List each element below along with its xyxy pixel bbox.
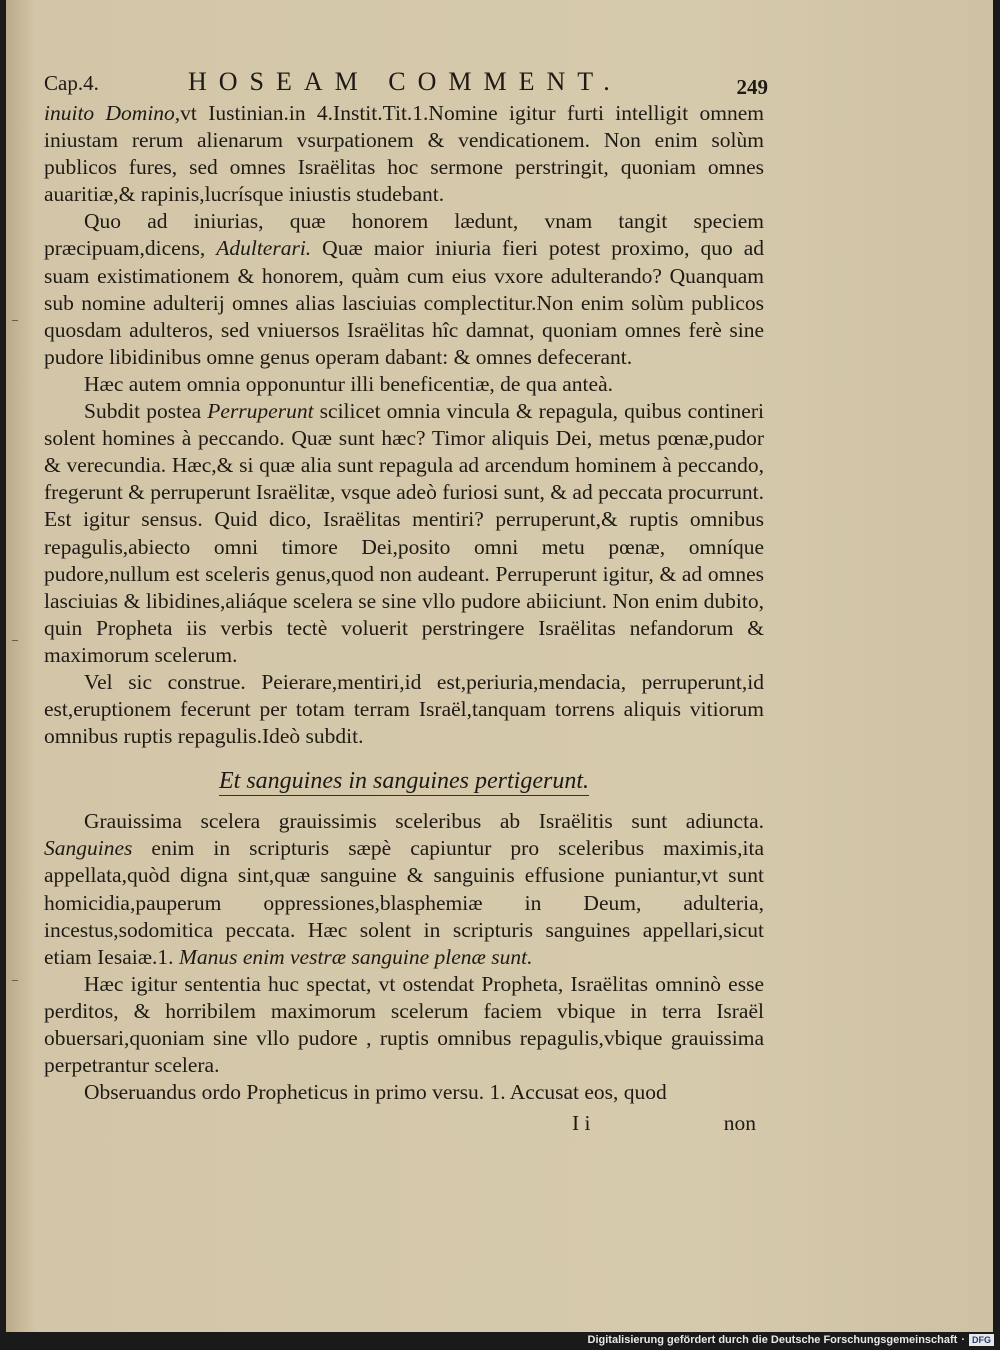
paragraph — [44, 1079, 764, 1106]
text-run: Hæc autem omnia opponuntur illi beneficentiæ, de qua anteà. — [84, 371, 613, 396]
italic-run: inuito Domino, — [44, 101, 181, 125]
italic-run: Manus enim vestræ sanguine plenæ sunt. — [178, 944, 533, 969]
footer-credit: Digitalisierung gefördert durch die Deutsche Forschungsgemeinschaft — [587, 1334, 958, 1346]
text-run: Subdit postea — [84, 399, 208, 424]
text-run: scilicet omnia vincula & repagula, quibus contineri solent homines à peccando. Quæ sunt hæc? Timor aliquis Dei, metus pœnæ,pudor & verecundia. Hæc,& si quæ alia sunt repagula ad arcendum hominem à peccando, fregerunt & perruperunt Israëlitæ, vsque adeò furiosi sunt, & ad peccata procurrunt. Est igitur sensus. Quid dico, Israëlitas mentiri? perruperunt,& ruptis omnibus repagulis,abiecto omni timore Dei,posito omni metu pœnæ, omníque pudore,nullum est sceleris genus,quod non audeant. Perruperunt igitur, & ad omnes lasciuias & libidines,aliáque scelera se sine vllo pudore abiiciunt. Non enim dubito, quin Propheta iis verbis tectè voluerit perstringere Israëlitas nefandorum & maximorum scelerum. — [44, 399, 764, 667]
text-run: enim in scripturis sæpè capiuntur pro sceleribus maximis,ita appellata,quòd digna sint,quæ sanguine & sanguinis effusione puniantur,vt sunt homicidia,pauperum oppressiones,blasphemiæ in Deum, adulteria, incestus,sodomitica peccata. Hæc solent in scripturis sanguines appellari,sicut etiam Iesaiæ.1. — [44, 836, 764, 969]
paragraph — [44, 371, 764, 398]
text-run: Hæc igitur sententia huc spectat, vt ostendat Propheta, Israëlitas omninò esse perditos, & horribilem maximorum scelerum faciem vbique in terra Israël obuersari,quoniam sine vllo pudore , ruptis omnibus repagulis,vbique grauissima perpetrantur scelera. — [44, 971, 764, 1078]
paragraphs-before — [44, 100, 764, 750]
text-run: Vel sic construe. Peierare,mentiri,id est,periuria,mendacia, perruperunt,id est,eruptionem fecerunt per totam terram Israël,tanquam torrens aliquis vitiorum omnibus ruptis repagulis.Ideò subdit. — [44, 669, 764, 749]
margin-mark — [12, 640, 18, 641]
paragraphs-after — [44, 808, 764, 1106]
dfg-logo-icon: DFG — [969, 1334, 994, 1346]
text-run: Quo ad iniurias, quæ honorem lædunt, vnam tangit speciem præcipuam,dicens, — [44, 209, 764, 261]
section-heading-text: Et sanguines in sanguines pertigerunt. — [219, 768, 589, 795]
margin-mark — [12, 320, 18, 321]
text-run: Quæ maior iniuria fieri potest proximo, quo ad suam existimationem & honorem, quàm cum eius vxore adulterando? Quanquam sub nomine adulterij omnes alias lasciuias complectitur.Non enim solùm publicos quosdam adulteros, sed vniuersos Israëlitas hîc damnat, quoniam omnes ferè sine pudore libidinibus omne genus operam dabant: & omnes defecerant. — [44, 236, 765, 369]
margin-mark — [12, 980, 18, 981]
catchword: non — [723, 1111, 756, 1136]
italic-run: Perruperunt — [207, 399, 314, 424]
text-run: vt Iustinian.in 4.Instit.Tit.1.Nomine igitur furti intelligit omnem iniustam rerum alienarum vsurpationem & vendicationem. Non enim solùm publicos fures, sed omnes Israëlitas hoc sermone perstringit, quoniam omnes auaritiæ,& rapinis,lucrísque iniustis studebant. — [44, 101, 764, 207]
running-title: HOSEAM COMMENT. — [188, 67, 622, 96]
paragraph — [44, 398, 764, 669]
paragraph — [44, 971, 764, 1079]
page-number: 249 — [736, 75, 768, 99]
paragraph — [44, 100, 764, 208]
digitization-footer: Digitalisierung gefördert durch die Deutsche Forschungsgemeinschaft · DFG — [588, 1332, 994, 1348]
paragraph — [44, 208, 764, 371]
italic-run: Sanguines — [44, 836, 133, 861]
signature-mark: I i — [572, 1111, 591, 1136]
italic-run: Adulterari. — [216, 236, 312, 261]
text-run: Grauissima scelera grauissimis sceleribus ab Israëlitis sunt adiuncta. — [84, 809, 764, 834]
text-run: Obseruandus ordo Propheticus in primo versu. 1. Accusat eos, quod — [84, 1080, 667, 1105]
paragraph — [44, 808, 764, 971]
running-header — [44, 67, 768, 100]
chapter-label: Cap.4. — [44, 71, 99, 95]
page-text-block — [44, 67, 768, 1138]
section-heading — [44, 764, 764, 798]
paragraph — [44, 669, 764, 750]
catchline — [44, 1110, 764, 1138]
